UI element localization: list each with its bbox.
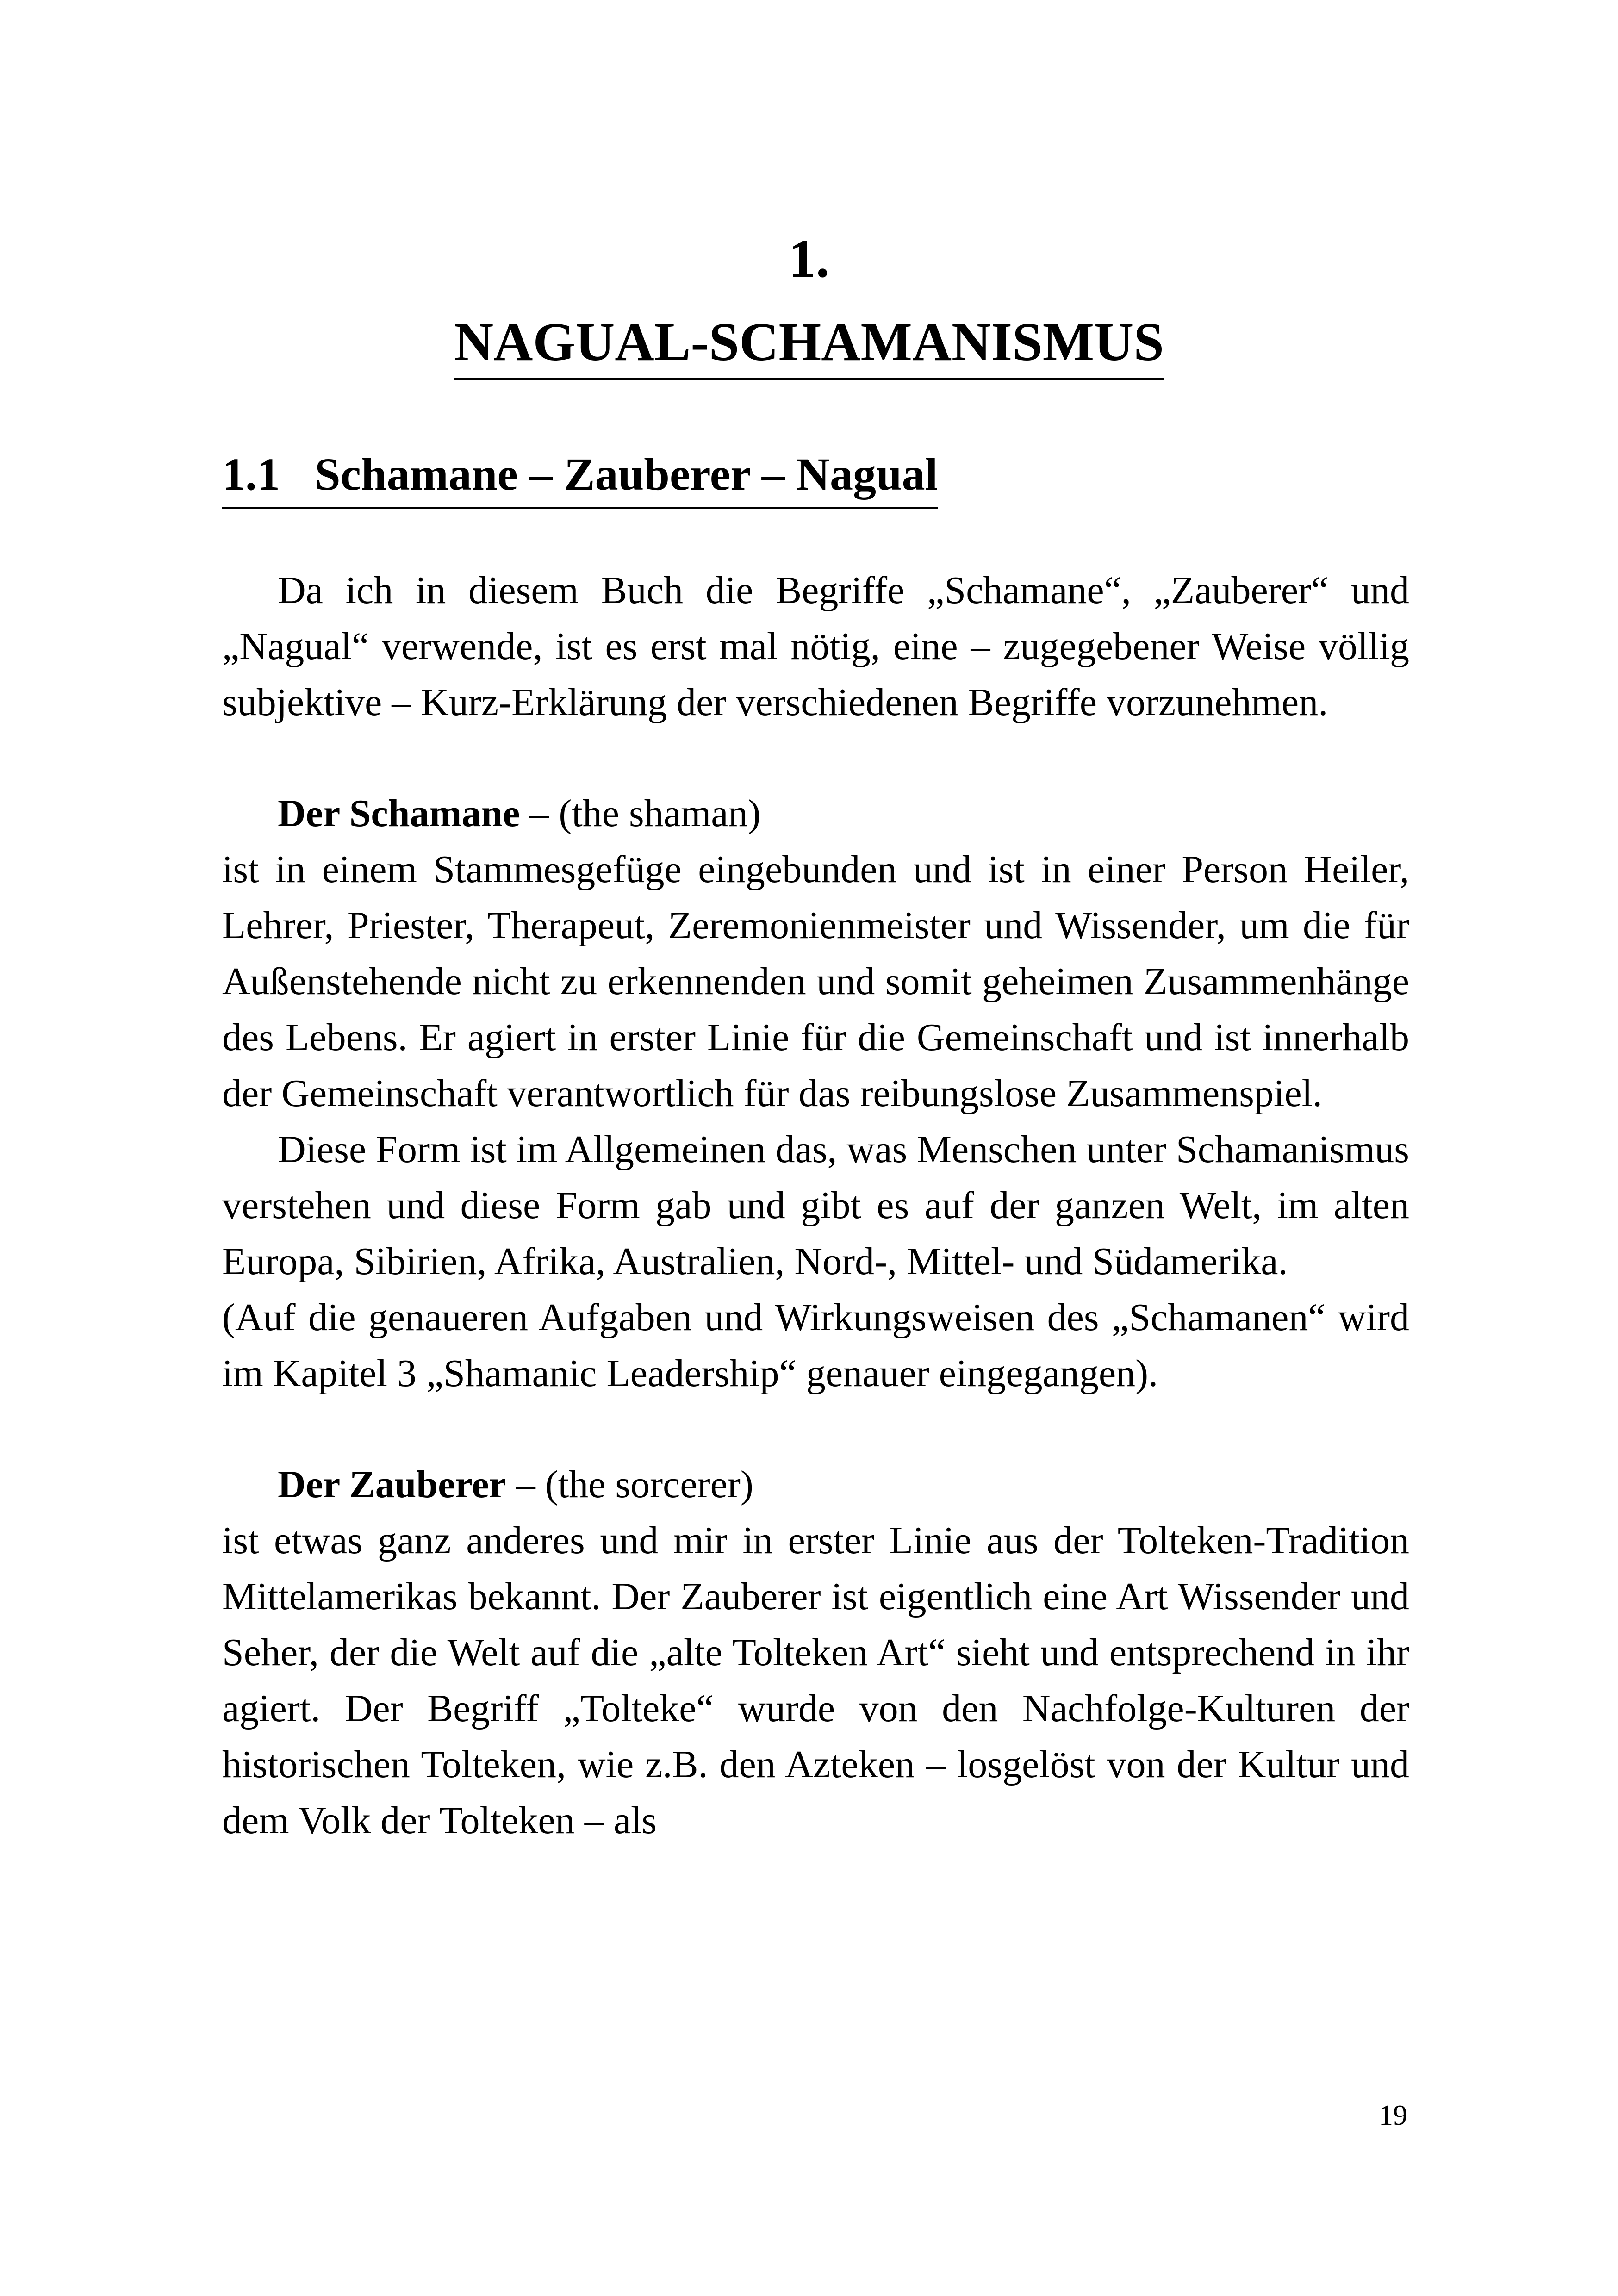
page-number: 19 [1379, 2100, 1407, 2131]
schamane-gloss: – (the shaman) [520, 792, 761, 835]
section-heading [222, 448, 938, 509]
chapter-number: 1. [788, 228, 830, 289]
schamane-note: (Auf die genaueren Aufgaben und Wirkungsweisen des „Schamanen“ wird im Kapitel 3 „Shamanic Leadership“ genauer eingegangen). [222, 1296, 1409, 1395]
schamane-heading [222, 785, 1409, 841]
section-heading-text: 1.1 Schamane – Zauberer – Nagual [222, 451, 938, 509]
schamane-term: Der Schamane [278, 792, 520, 835]
chapter-title [0, 311, 1618, 380]
intro-paragraph: Da ich in diesem Buch die Begriffe „Schamane“, „Zauberer“ und „Nagual“ verwende, ist es erst mal nötig, eine – zugegebener Weise völlig subjektive – Kurz-Erklärung der verschiedenen Begriffe vorzunehmen. [222, 569, 1409, 724]
schamane-form-paragraph: Diese Form ist im Allgemeinen das, was Menschen unter Schamanismus verstehen und diese Form gab und gibt es auf der ganzen Welt, im alten Europa, Sibirien, Afrika, Australien, Nord-, Mittel- und Südamerika. [222, 1128, 1409, 1283]
zauberer-heading [222, 1456, 1409, 1512]
body-text [222, 562, 1409, 1848]
zauberer-definition: ist etwas ganz anderes und mir in erster Linie aus der Tolteken-Tradition Mittelamerikas bekannt. Der Zauberer ist eigentlich eine Art Wissender und Seher, der die Welt auf die „alte Tolteken Art“ sieht und entsprechend in ihr agiert. Der Begriff „Tolteke“ wurde von den Nachfolge-Kulturen der historischen Tolteken, wie z.B. den Azteken – losgelöst von der Kultur und dem Volk der Tolteken – als [222, 1519, 1409, 1842]
schamane-definition: ist in einem Stammesgefüge eingebunden und ist in einer Person Heiler, Lehrer, Priester, Therapeut, Zeremonienmeister und Wissender, um die für Außenstehende nicht zu erkennenden und somit geheimen Zusammenhänge des Lebens. Er agiert in erster Linie für die Gemeinschaft und ist innerhalb der Gemeinschaft verantwortlich für das reibungslose Zusammenspiel. [222, 848, 1409, 1115]
chapter-title-text: NAGUAL-SCHAMANISMUS [454, 315, 1164, 380]
zauberer-term: Der Zauberer [278, 1463, 506, 1506]
zauberer-gloss: – (the sorcerer) [506, 1463, 753, 1506]
